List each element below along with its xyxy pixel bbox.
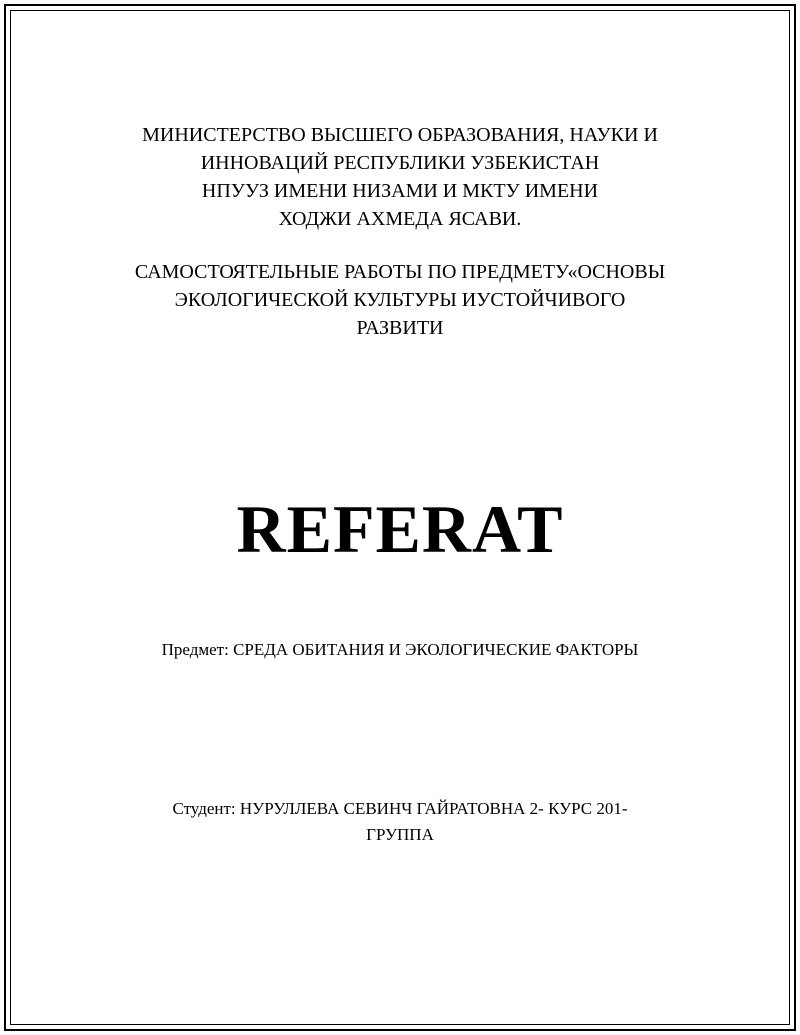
ministry-line: НПУУЗ ИМЕНИ НИЗАМИ И МКТУ ИМЕНИ xyxy=(201,180,599,202)
work-title-line: САМОСТОЯТЕЛЬНЫЕ РАБОТЫ ПО ПРЕДМЕТУ«ОСНОВЫ xyxy=(134,261,666,283)
work-title xyxy=(0,258,800,342)
ministry-line: МИНИСТЕРСТВО ВЫСШЕГО ОБРАЗОВАНИЯ, НАУКИ И xyxy=(142,124,658,146)
work-title-line: РАЗВИТИ xyxy=(356,317,444,339)
student-line: ГРУППА xyxy=(366,825,434,844)
main-title: REFERAT xyxy=(236,491,564,567)
ministry-line: ХОДЖИ АХМЕДА ЯСАВИ. xyxy=(278,208,522,230)
student-line: Студент: НУРУЛЛЕВА СЕВИНЧ ГАЙРАТОВНА 2- КУРС 201- xyxy=(172,799,628,818)
student-info xyxy=(0,796,800,848)
ministry-line: ИННОВАЦИЙ РЕСПУБЛИКИ УЗБЕКИСТАН xyxy=(200,152,600,174)
ministry-header xyxy=(0,121,800,233)
topic-line: Предмет: СРЕДА ОБИТАНИЯ И ЭКОЛОГИЧЕСКИЕ ФАКТОРЫ xyxy=(161,640,639,659)
work-title-line: ЭКОЛОГИЧЕСКОЙ КУЛЬТУРЫ ИУСТОЙЧИВОГО xyxy=(174,289,626,311)
